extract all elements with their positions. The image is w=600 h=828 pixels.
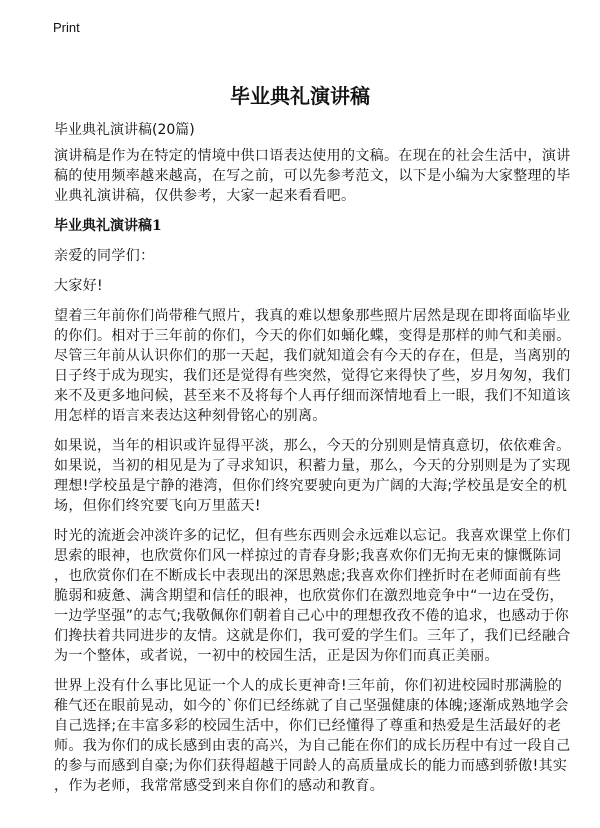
text-line: 业典礼演讲稿，仅供参考，大家一起来看看吧。 — [54, 188, 356, 204]
text-line: 用怎样的语言来表达这种刻骨铭心的别离。 — [54, 408, 327, 424]
text-line: ，也欣赏你们在不断成长中表现出的深思熟虑;我喜欢你们挫折时在老师面前有些 — [54, 568, 562, 584]
document-subtitle: 毕业典礼演讲稿(20篇) — [54, 122, 195, 138]
text-line: 脆弱和疲惫、满含期望和信任的眼神，也欣赏你们在激烈地竞争中“一边在受伤， — [54, 588, 564, 604]
intro-paragraph — [54, 146, 594, 206]
text-line: 理想!学校虽是宁静的港湾，但你们终究要驶向更为广阔的大海;学校虽是安全的机 — [54, 478, 568, 494]
print-link[interactable]: Print — [53, 20, 80, 35]
paragraph-1 — [54, 306, 594, 426]
text-line: ，作为老师，我常常感受到来自你们的感动和教育。 — [54, 778, 385, 794]
text-line: 时光的流逝会冲淡许多的记忆，但有些东西则会永远难以忘记。我喜欢课堂上你们 — [54, 528, 571, 544]
text-line: 尽管三年前从认识你们的那一天起，我们就知道会有今天的存在，但是，当离别的 — [54, 348, 571, 364]
text-line: 来不及更多地问候，甚至来不及将每个人再仔细而深情地看上一眼，我们不知道该 — [54, 388, 571, 404]
text-line: 一边学坚强”的志气;我敬佩你们朝着自己心中的理想孜孜不倦的追求，也感动于你 — [54, 608, 569, 624]
greeting: 亲爱的同学们： — [54, 248, 155, 264]
text-line: 们搀扶着共同进步的友情。这就是你们，我可爱的学生们。三年了，我们已经融合 — [54, 628, 571, 644]
text-line: 自己选择;在丰富多彩的校园生活中，你们已经懂得了尊重和热爱是生活最好的老 — [54, 718, 562, 734]
text-line: 演讲稿是作为在特定的情境中供口语表达使用的文稿。在现在的社会生活中，演讲 — [54, 148, 571, 164]
hello: 大家好! — [54, 278, 104, 294]
document-body — [54, 146, 594, 806]
text-line: 为一个整体，或者说，一初中的校园生活，正是因为你们而真正美丽。 — [54, 648, 499, 664]
text-line: 稿的使用频率越来越高，在写之前，可以先参考范文，以下是小编为大家整理的毕 — [54, 168, 571, 184]
paragraph-3 — [54, 526, 594, 666]
text-line: 师。我为你们的成长感到由衷的高兴，为自己能在你们的成长历程中有过一段自己 — [54, 738, 571, 754]
text-line: 日子终于成为现实，我们还是觉得有些突然，觉得它来得快了些，岁月匆匆，我们 — [54, 368, 571, 384]
text-line: 的参与而感到自豪;为你们获得超越于同龄人的高质量成长的能力而感到骄傲!其实 — [54, 758, 568, 774]
text-line: 场，但你们终究要飞向万里蓝天! — [54, 498, 261, 514]
text-line: 世界上没有什么事比见证一个人的成长更神奇!三年前，你们初进校园时那满脸的 — [54, 678, 563, 694]
text-line: 如果说，当年的相识或许显得平淡，那么，今天的分别则是情真意切，依依难舍。 — [54, 438, 571, 454]
paragraph-4 — [54, 676, 594, 796]
text-line: 的你们。相对于三年前的你们，今天的你们如蛹化蝶，变得是那样的帅气和美丽。 — [54, 328, 571, 344]
text-line: 如果说，当初的相见是为了寻求知识，积蓄力量，那么，今天的分别则是为了实现 — [54, 458, 571, 474]
text-line: 稚气还在眼前晃动，如今的`你们已经练就了自己坚强健康的体魄;逐渐成熟地学会 — [54, 698, 569, 714]
section-heading: 毕业典礼演讲稿1 — [54, 218, 162, 234]
document-title: 毕业典礼演讲稿 — [230, 84, 370, 108]
text-line: 思索的眼神，也欣赏你们风一样掠过的青春身影;我喜欢你们无拘无束的慷慨陈词 — [54, 548, 562, 564]
text-line: 望着三年前你们尚带稚气照片，我真的难以想象那些照片居然是现在即将面临毕业 — [54, 308, 571, 324]
paragraph-2 — [54, 436, 594, 516]
